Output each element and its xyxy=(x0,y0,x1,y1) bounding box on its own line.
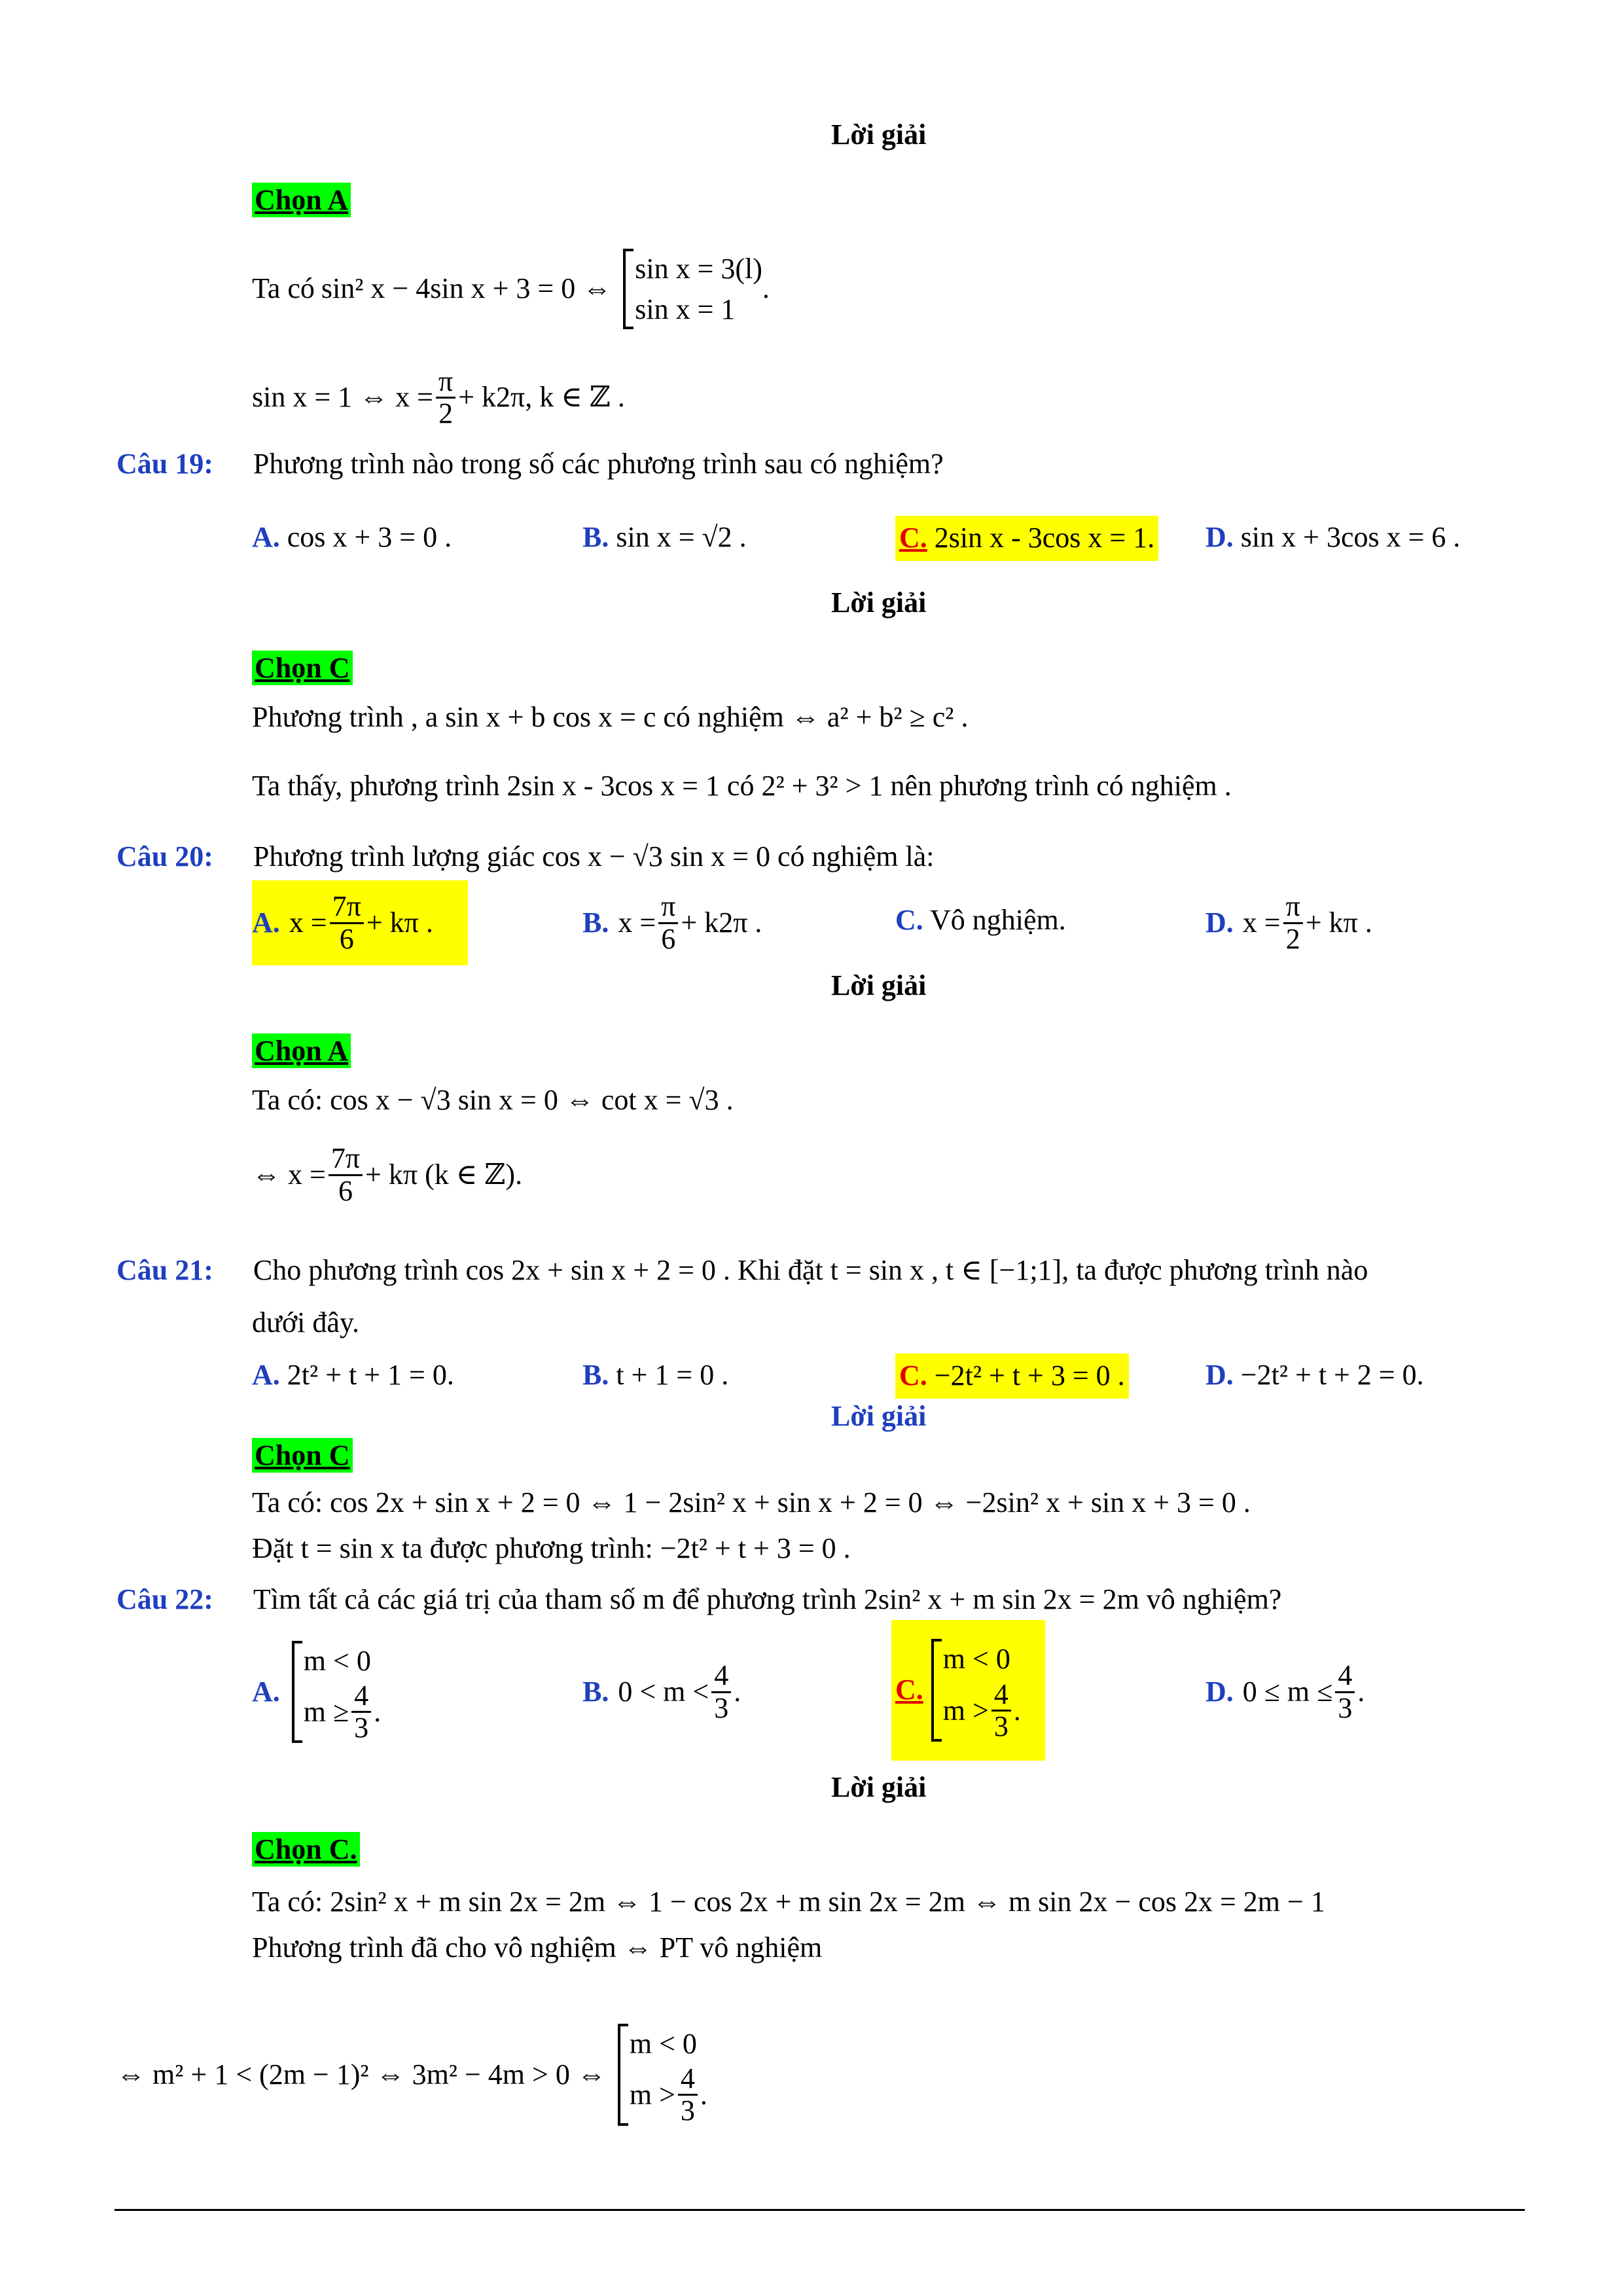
q22-text: Tìm tất cả các giá trị của tham số m để phương trình 2sin² x + m sin 2x = 2m vô nghiệm? xyxy=(253,1583,1282,1615)
q19-option-d[interactable]: D. sin x + 3cos x = 6 . xyxy=(1205,521,1461,553)
q19-label: Câu 19: xyxy=(116,448,213,480)
q21-solution-heading: Lời giải xyxy=(831,1400,927,1432)
q21-option-d[interactable]: D. −2t² + t + 2 = 0. xyxy=(1205,1359,1424,1391)
q22-option-c[interactable]: C. m < 0 m > $\frac{4}{3}$ . xyxy=(891,1620,1045,1761)
q21-sol-line1: Ta có: cos 2x + sin x + 2 = 0 ⇔ 1 − 2sin² x + sin x + 2 = 0 ⇔ −2sin² x + sin x + 3 = 0 . xyxy=(252,1486,1251,1518)
q20-option-b[interactable]: B. x = $\frac{\pi}{6}$ + k2π . xyxy=(582,890,762,955)
q20-solution-heading: Lời giải xyxy=(831,969,927,1001)
footer-divider xyxy=(115,2209,1525,2211)
q19-solution-heading: Lời giải xyxy=(831,586,927,619)
q21-option-a[interactable]: A. 2t² + t + 1 = 0. xyxy=(252,1359,454,1391)
q22-sol-line3: ⇔ m² + 1 < (2m − 1)² ⇔ 3m² − 4m > 0 ⇔ m < 0 m > $\frac{4}{3}$ . xyxy=(116,2000,707,2150)
q22-label: Câu 22: xyxy=(116,1583,213,1615)
q22-option-b[interactable]: B. 0 < m < $\frac{4}{3}$ . xyxy=(582,1659,741,1724)
q19-option-b[interactable]: B. sin x = √2 . xyxy=(582,521,747,553)
q20-text: Phương trình lượng giác cos x − √3 sin x = 0 có nghiệm là: xyxy=(253,840,935,872)
q21-sol-line2: Đặt t = sin x ta được phương trình: −2t² + t + 3 = 0 . xyxy=(252,1532,851,1564)
q19-sol-line2: Ta thấy, phương trình 2sin x - 3cos x = 1 có 2² + 3² > 1 nên phương trình có nghiệm . xyxy=(252,770,1232,802)
q22-choice: Chọn C. xyxy=(252,1833,360,1867)
q22-sol-line1: Ta có: 2sin² x + m sin 2x = 2m ⇔ 1 − cos 2x + m sin 2x = 2m ⇔ m sin 2x − cos 2x = 2m − 1 xyxy=(252,1886,1325,1918)
q19-option-c[interactable]: C. 2sin x - 3cos x = 1. xyxy=(895,516,1158,561)
q21-choice: Chọn C xyxy=(252,1439,353,1473)
q19-text: Phương trình nào trong số các phương trình sau có nghiệm? xyxy=(253,448,944,480)
q19-question xyxy=(116,447,944,482)
q20-choice: Chọn A xyxy=(252,1034,351,1069)
q20-option-d[interactable]: D. x = $\frac{\pi}{2}$ + kπ . xyxy=(1205,890,1372,955)
q18-line1: Ta có sin² x − 4sin x + 3 = 0 ⇔ sin x = 3(l) sin x = 1 . xyxy=(252,249,770,329)
q22-solution-heading: Lời giải xyxy=(831,1771,927,1803)
q18-line1-eq: sin² x − 4sin x + 3 = 0 ⇔ xyxy=(321,272,612,305)
q22-option-d[interactable]: D. 0 ≤ m ≤ $\frac{4}{3}$ . xyxy=(1205,1659,1365,1724)
q18-solution-heading: Lời giải xyxy=(831,118,927,151)
q21-label: Câu 21: xyxy=(116,1254,213,1286)
q21-option-c[interactable]: C. −2t² + t + 3 = 0 . xyxy=(895,1354,1129,1399)
q20-question xyxy=(116,840,934,874)
q19-choice: Chọn C xyxy=(252,651,353,686)
q20-option-c[interactable]: C. Vô nghiệm. xyxy=(895,904,1066,936)
q20-sol-line1: Ta có: cos x − √3 sin x = 0 ⇔ cot x = √3 . xyxy=(252,1084,734,1116)
q21-text-line1: Cho phương trình cos 2x + sin x + 2 = 0 . Khi đặt t = sin x , t ∈ [−1;1], ta được phương trình nào xyxy=(253,1254,1368,1286)
q21-text-line2: dưới đây. xyxy=(252,1306,360,1338)
q22-sol-line2: Phương trình đã cho vô nghiệm ⇔ PT vô nghiệm xyxy=(252,1931,823,1964)
q18-line1-prefix: Ta có xyxy=(252,272,315,305)
q19-option-a[interactable]: A. cos x + 3 = 0 . xyxy=(252,521,452,553)
q18-case-system: sin x = 3(l) sin x = 1 xyxy=(623,249,762,329)
q20-option-a[interactable]: A. x = $\frac{7\pi}{6}$ + kπ . xyxy=(252,880,468,965)
q22-option-a[interactable]: A. m < 0 m ≥ $\frac{4}{3}$ . xyxy=(252,1626,381,1757)
q18-line2: sin x = 1 ⇔ x = $\frac{\pi}{2}$ + k2π, k ∈ ℤ . xyxy=(252,365,625,430)
q20-label: Câu 20: xyxy=(116,840,213,872)
q19-sol-line1: Phương trình , a sin x + b cos x = c có nghiệm ⇔ a² + b² ≥ c² . xyxy=(252,701,969,733)
q20-sol-line2: ⇔ x = $\frac{7\pi}{6}$ + kπ (k ∈ ℤ). xyxy=(252,1142,523,1207)
q18-choice: Chọn A xyxy=(252,183,351,218)
q21-question xyxy=(116,1253,1368,1288)
q22-question xyxy=(116,1583,1281,1617)
q21-option-b[interactable]: B. t + 1 = 0 . xyxy=(582,1359,729,1391)
